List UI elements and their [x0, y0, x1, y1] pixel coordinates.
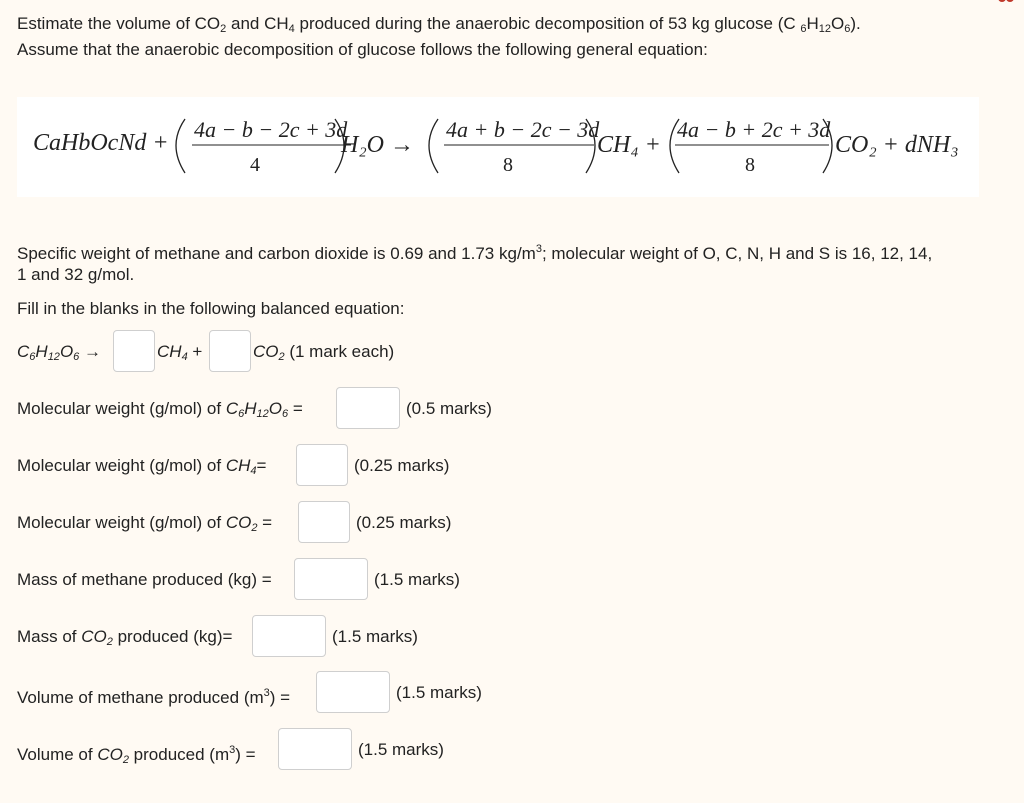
mw-ch4-label: Molecular weight (g/mol) of $CH_4=$ — [17, 456, 267, 477]
vol-co2-input[interactable] — [278, 728, 352, 770]
term2-denominator: 8 — [503, 154, 513, 176]
general-equation — [17, 97, 979, 197]
specific-weight-line-2: 1 and 32 g/mol. — [17, 265, 135, 284]
mw-glucose-input[interactable] — [336, 387, 400, 429]
vol-co2-label: Volume of $CO_2$ produced $(m^3)$ = — [17, 744, 256, 766]
mw-ch4-marks: (0.25 marks) — [354, 456, 450, 475]
vol-ch4-input[interactable] — [316, 671, 390, 713]
mw-glucose-marks: (0.5 marks) — [406, 399, 492, 418]
term1-species: H₂O → — [341, 132, 415, 158]
term3-species: CO₂ + dNH₃ — [835, 132, 959, 158]
term2-numerator: 4a + b − 2c − 3d — [446, 117, 600, 142]
mass-co2-label: Mass of $CO_2$ produced (kg)= — [17, 627, 233, 648]
vol-co2-marks: (1.5 marks) — [358, 740, 444, 759]
vol-ch4-marks: (1.5 marks) — [396, 683, 482, 702]
flag-icon — [996, 0, 1018, 6]
mass-ch4-label: Mass of methane produced (kg) = — [17, 570, 272, 589]
mass-co2-marks: (1.5 marks) — [332, 627, 418, 646]
mass-ch4-marks: (1.5 marks) — [374, 570, 460, 589]
mw-co2-label: Molecular weight (g/mol) of $CO_2$ = — [17, 513, 273, 534]
intro-line-1: Estimate the volume of $CO_2$ and $CH_4$ produced during the anaerobic decomposition of 53 kg glucose (C $_6H_{12}O_6$). — [17, 14, 861, 35]
ch4-coefficient-input[interactable] — [113, 330, 155, 372]
term1-denominator: 4 — [250, 154, 260, 176]
specific-weight-line-1: Specific weight of methane and carbon dioxide is 0.69 and 1.73 $kg/m^3$; molecular weight of O, C, N, H and S is 16, 12, 14, — [17, 243, 933, 263]
term3-numerator: 4a − b + 2c + 3d — [677, 117, 831, 142]
mass-ch4-input[interactable] — [294, 558, 368, 600]
term3-denominator: 8 — [745, 154, 755, 176]
intro-line-2: Assume that the anaerobic decomposition of glucose follows the following general equation: — [17, 40, 708, 59]
mw-glucose-label: Molecular weight (g/mol) of $C_6H_{12}O_6$ = — [17, 399, 303, 420]
equation-lhs: CaHbOcNd + — [33, 130, 169, 156]
balanced-co2: $CO_2$ (1 mark each) — [253, 342, 395, 363]
mw-co2-marks: (0.25 marks) — [356, 513, 452, 532]
term2-species: CH₄ + — [597, 132, 661, 158]
balanced-ch4: $CH_4$ + — [157, 342, 203, 363]
balanced-lhs: $C_6H_{12}O_6$ → — [17, 342, 102, 363]
fill-prompt: Fill in the blanks in the following balanced equation: — [17, 299, 405, 318]
vol-ch4-label: Volume of methane produced $(m^3)$ = — [17, 687, 291, 707]
mass-co2-input[interactable] — [252, 615, 326, 657]
co2-coefficient-input[interactable] — [209, 330, 251, 372]
mw-co2-input[interactable] — [298, 501, 350, 543]
term1-numerator: 4a − b − 2c + 3d — [194, 117, 348, 142]
mw-ch4-input[interactable] — [296, 444, 348, 486]
